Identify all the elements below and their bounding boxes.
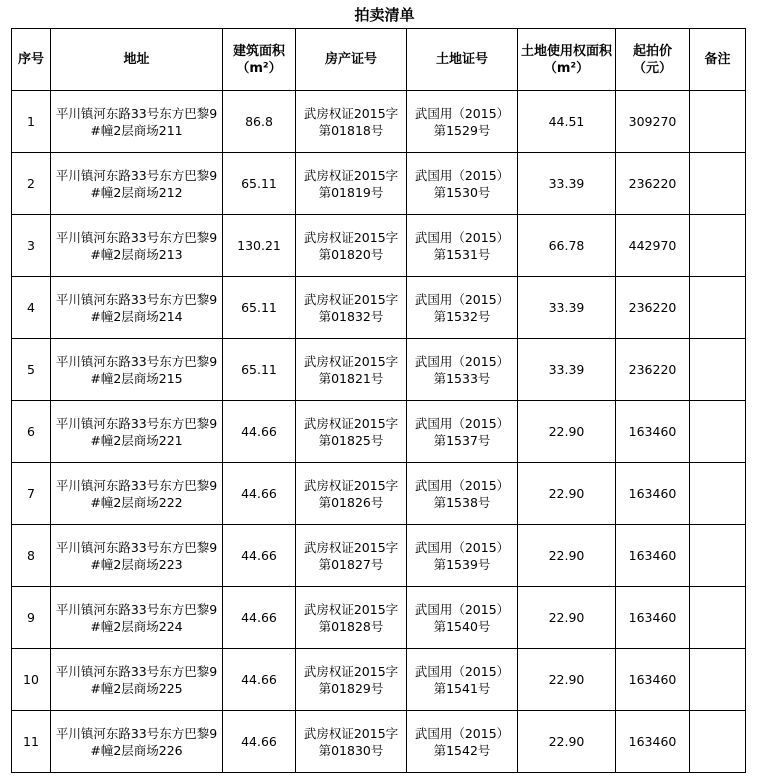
header-index: 序号 — [12, 29, 51, 91]
cell-house-cert: 武房权证2015字第01828号 — [296, 587, 407, 649]
cell-land-area: 22.90 — [518, 401, 616, 463]
cell-land-cert: 武国用（2015）第1529号 — [407, 91, 518, 153]
cell-area: 65.11 — [223, 153, 296, 215]
cell-address: 平川镇河东路33号东方巴黎9#幢2层商场212 — [51, 153, 223, 215]
cell-house-cert: 武房权证2015字第01818号 — [296, 91, 407, 153]
page-title: 拍卖清单 — [354, 6, 415, 24]
cell-start-price: 442970 — [616, 215, 690, 277]
cell-remark — [690, 587, 746, 649]
cell-address: 平川镇河东路33号东方巴黎9#幢2层商场221 — [51, 401, 223, 463]
cell-area: 44.66 — [223, 587, 296, 649]
cell-address: 平川镇河东路33号东方巴黎9#幢2层商场226 — [51, 711, 223, 773]
header-address: 地址 — [51, 29, 223, 91]
cell-house-cert: 武房权证2015字第01819号 — [296, 153, 407, 215]
cell-remark — [690, 525, 746, 587]
table-row — [12, 711, 746, 773]
header-area: 建筑面积（m²） — [223, 29, 296, 91]
header-start-price: 起拍价（元） — [616, 29, 690, 91]
cell-remark — [690, 463, 746, 525]
cell-start-price: 163460 — [616, 463, 690, 525]
cell-address: 平川镇河东路33号东方巴黎9#幢2层商场213 — [51, 215, 223, 277]
cell-house-cert: 武房权证2015字第01825号 — [296, 401, 407, 463]
cell-address: 平川镇河东路33号东方巴黎9#幢2层商场223 — [51, 525, 223, 587]
cell-index: 1 — [12, 91, 51, 153]
cell-land-cert: 武国用（2015）第1530号 — [407, 153, 518, 215]
cell-land-cert: 武国用（2015）第1542号 — [407, 711, 518, 773]
cell-start-price: 163460 — [616, 649, 690, 711]
cell-house-cert: 武房权证2015字第01827号 — [296, 525, 407, 587]
cell-land-area: 22.90 — [518, 525, 616, 587]
table-row — [12, 587, 746, 649]
cell-remark — [690, 91, 746, 153]
cell-area: 86.8 — [223, 91, 296, 153]
table-row — [12, 277, 746, 339]
cell-land-cert: 武国用（2015）第1539号 — [407, 525, 518, 587]
cell-area: 44.66 — [223, 525, 296, 587]
cell-start-price: 236220 — [616, 153, 690, 215]
cell-start-price: 163460 — [616, 587, 690, 649]
cell-remark — [690, 649, 746, 711]
cell-land-cert: 武国用（2015）第1540号 — [407, 587, 518, 649]
cell-area: 44.66 — [223, 463, 296, 525]
cell-address: 平川镇河东路33号东方巴黎9#幢2层商场222 — [51, 463, 223, 525]
cell-index: 7 — [12, 463, 51, 525]
table-row — [12, 401, 746, 463]
cell-index: 10 — [12, 649, 51, 711]
cell-land-area: 66.78 — [518, 215, 616, 277]
cell-remark — [690, 215, 746, 277]
cell-land-area: 22.90 — [518, 649, 616, 711]
cell-house-cert: 武房权证2015字第01830号 — [296, 711, 407, 773]
cell-area: 44.66 — [223, 649, 296, 711]
cell-remark — [690, 277, 746, 339]
table-row — [12, 649, 746, 711]
cell-remark — [690, 153, 746, 215]
cell-area: 44.66 — [223, 711, 296, 773]
table-row — [12, 215, 746, 277]
cell-land-area: 33.39 — [518, 277, 616, 339]
table-row — [12, 91, 746, 153]
cell-index: 6 — [12, 401, 51, 463]
cell-start-price: 236220 — [616, 277, 690, 339]
cell-index: 3 — [12, 215, 51, 277]
auction-table — [11, 28, 746, 773]
cell-land-area: 33.39 — [518, 153, 616, 215]
cell-land-cert: 武国用（2015）第1533号 — [407, 339, 518, 401]
cell-house-cert: 武房权证2015字第01826号 — [296, 463, 407, 525]
table-row — [12, 339, 746, 401]
table-row — [12, 153, 746, 215]
cell-index: 8 — [12, 525, 51, 587]
header-land-area: 土地使用权面积（m²） — [518, 29, 616, 91]
cell-house-cert: 武房权证2015字第01832号 — [296, 277, 407, 339]
cell-area: 65.11 — [223, 277, 296, 339]
cell-land-cert: 武国用（2015）第1538号 — [407, 463, 518, 525]
cell-index: 4 — [12, 277, 51, 339]
cell-index: 5 — [12, 339, 51, 401]
cell-land-area: 44.51 — [518, 91, 616, 153]
cell-house-cert: 武房权证2015字第01829号 — [296, 649, 407, 711]
cell-land-cert: 武国用（2015）第1541号 — [407, 649, 518, 711]
cell-land-cert: 武国用（2015）第1531号 — [407, 215, 518, 277]
header-land-cert: 土地证号 — [407, 29, 518, 91]
table-header-row — [12, 29, 746, 91]
cell-remark — [690, 339, 746, 401]
cell-house-cert: 武房权证2015字第01821号 — [296, 339, 407, 401]
cell-land-area: 33.39 — [518, 339, 616, 401]
cell-start-price: 309270 — [616, 91, 690, 153]
cell-address: 平川镇河东路33号东方巴黎9#幢2层商场215 — [51, 339, 223, 401]
cell-index: 2 — [12, 153, 51, 215]
header-remark: 备注 — [690, 29, 746, 91]
cell-start-price: 163460 — [616, 525, 690, 587]
cell-remark — [690, 401, 746, 463]
cell-address: 平川镇河东路33号东方巴黎9#幢2层商场225 — [51, 649, 223, 711]
cell-land-area: 22.90 — [518, 463, 616, 525]
cell-address: 平川镇河东路33号东方巴黎9#幢2层商场214 — [51, 277, 223, 339]
cell-area: 44.66 — [223, 401, 296, 463]
cell-land-area: 22.90 — [518, 711, 616, 773]
cell-remark — [690, 711, 746, 773]
cell-address: 平川镇河东路33号东方巴黎9#幢2层商场224 — [51, 587, 223, 649]
cell-start-price: 236220 — [616, 339, 690, 401]
table-row — [12, 525, 746, 587]
cell-area: 130.21 — [223, 215, 296, 277]
cell-land-area: 22.90 — [518, 587, 616, 649]
cell-land-cert: 武国用（2015）第1532号 — [407, 277, 518, 339]
cell-address: 平川镇河东路33号东方巴黎9#幢2层商场211 — [51, 91, 223, 153]
header-house-cert: 房产证号 — [296, 29, 407, 91]
cell-area: 65.11 — [223, 339, 296, 401]
table-row — [12, 463, 746, 525]
cell-land-cert: 武国用（2015）第1537号 — [407, 401, 518, 463]
cell-start-price: 163460 — [616, 401, 690, 463]
cell-start-price: 163460 — [616, 711, 690, 773]
cell-index: 11 — [12, 711, 51, 773]
cell-house-cert: 武房权证2015字第01820号 — [296, 215, 407, 277]
cell-index: 9 — [12, 587, 51, 649]
